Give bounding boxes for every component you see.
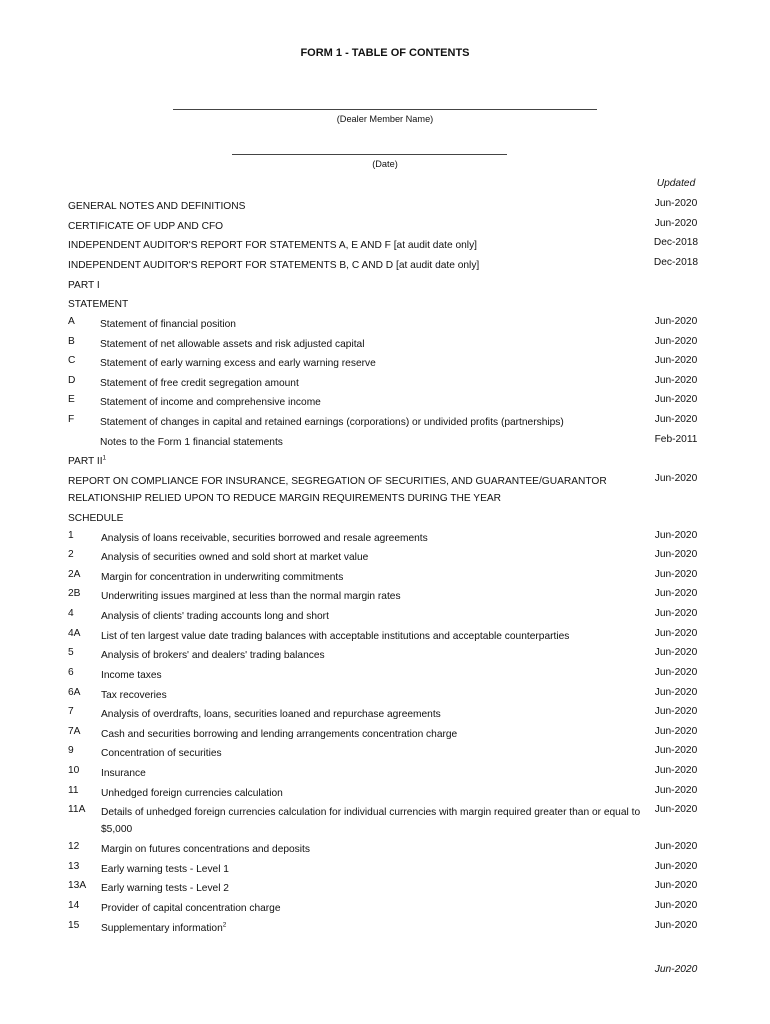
- toc-entry-code: 1: [68, 530, 74, 541]
- toc-row: [0, 316, 770, 334]
- toc-entry-date: Jun-2020: [654, 765, 698, 776]
- toc-entry-text: [101, 785, 641, 802]
- toc-entry-date: Jun-2020: [654, 355, 698, 366]
- toc-entry-text: [101, 608, 641, 625]
- toc-entry-label: Margin for concentration in underwriting commitments: [101, 572, 344, 583]
- toc-entry-text: INDEPENDENT AUDITOR'S REPORT FOR STATEMENTS B, C AND D [at audit date only]: [68, 260, 480, 271]
- toc-entry-text: REPORT ON COMPLIANCE FOR INSURANCE, SEGREGATION OF SECURITIES, AND GUARANTEE/GUARANTOR RELATIONSHIP RELIED UPON TO REDUCE MARGIN REQUIREMENTS DURING THE YEAR: [68, 476, 607, 504]
- toc-entry-text: CERTIFICATE OF UDP AND CFO: [68, 221, 224, 232]
- toc-entry-label: Analysis of overdrafts, loans, securities loaned and repurchase agreements: [101, 709, 441, 720]
- toc-entry-date: Jun-2020: [654, 687, 698, 698]
- toc-entry-code: 6: [68, 667, 74, 678]
- toc-row: [0, 336, 770, 354]
- toc-entry-code: 14: [68, 900, 80, 911]
- toc-entry-label: Analysis of securities owned and sold short at market value: [101, 552, 369, 563]
- toc-entry-text: [101, 726, 641, 743]
- toc-row: [0, 237, 770, 255]
- toc-entry-code: 10: [68, 765, 80, 776]
- toc-entry-label: Tax recoveries: [101, 690, 167, 701]
- toc-entry-date: Jun-2020: [654, 569, 698, 580]
- toc-entry-code: 6A: [68, 687, 81, 698]
- toc-entry-date: Jun-2020: [654, 706, 698, 717]
- toc-row: [0, 549, 770, 567]
- toc-entry-code: 13: [68, 861, 80, 872]
- toc-entry-date: Jun-2020: [654, 394, 698, 405]
- toc-entry-code: D: [68, 375, 76, 386]
- toc-entry-label: Supplementary information: [101, 923, 223, 934]
- toc-entry-text: [101, 569, 641, 586]
- toc-entry-code: F: [68, 414, 75, 425]
- toc-entry-text: [101, 745, 641, 762]
- toc-row: [0, 434, 770, 452]
- schedule-heading: SCHEDULE: [68, 513, 124, 524]
- toc-entry-date: Jun-2020: [654, 316, 698, 327]
- page-title: FORM 1 - TABLE OF CONTENTS: [300, 47, 470, 59]
- toc-entry-code: 5: [68, 647, 74, 658]
- toc-row: [0, 355, 770, 373]
- toc-entry-label: Insurance: [101, 768, 146, 779]
- toc-entry-date: Jun-2020: [654, 900, 698, 911]
- toc-entry-date: Jun-2020: [654, 549, 698, 560]
- toc-row: [0, 745, 770, 763]
- toc-entry-text: [101, 861, 641, 878]
- toc-entry-date: Jun-2020: [654, 880, 698, 891]
- toc-entry-text: [101, 706, 641, 723]
- toc-entry-date: Jun-2020: [654, 530, 698, 541]
- toc-entry-label: Analysis of brokers' and dealers' trading balances: [101, 650, 325, 661]
- toc-entry-date: Jun-2020: [654, 608, 698, 619]
- toc-entry-date: Jun-2020: [654, 473, 698, 484]
- toc-row: [0, 880, 770, 898]
- section-subheading: [0, 510, 770, 528]
- toc-entry-label: Early warning tests - Level 2: [101, 883, 229, 894]
- toc-entry-date: Jun-2020: [654, 628, 698, 639]
- toc-entry-label: Concentration of securities: [101, 748, 222, 759]
- toc-entry-text: [101, 687, 641, 704]
- toc-entry-text: Statement of free credit segregation amount: [100, 378, 299, 389]
- toc-row: [0, 726, 770, 744]
- footnote-marker: 2: [222, 921, 227, 929]
- footnote-marker: 1: [102, 454, 107, 462]
- toc-entry-label: Underwriting issues margined at less than the normal margin rates: [101, 591, 401, 602]
- toc-entry-text: [101, 549, 641, 566]
- toc-entry-date: Jun-2020: [654, 841, 698, 852]
- toc-row: [0, 920, 770, 938]
- updated-column-header: Updated: [656, 178, 696, 189]
- toc-entry-date: Jun-2020: [654, 667, 698, 678]
- toc-entry-code: 9: [68, 745, 74, 756]
- toc-entry-date: Jun-2020: [654, 785, 698, 796]
- toc-entry-date: Feb-2011: [654, 434, 698, 445]
- toc-row: [0, 473, 770, 509]
- toc-row: [0, 785, 770, 803]
- toc-entry-date: Jun-2020: [654, 804, 698, 815]
- toc-row: [0, 218, 770, 236]
- section-heading: [0, 453, 770, 471]
- toc-entry-code: C: [68, 355, 76, 366]
- toc-entry-label: Cash and securities borrowing and lending arrangements concentration charge: [101, 729, 458, 740]
- toc-row: [0, 765, 770, 783]
- toc-entry-text: Statement of net allowable assets and risk adjusted capital: [100, 339, 365, 350]
- toc-entry-code: 2A: [68, 569, 81, 580]
- toc-entry-code: B: [68, 336, 75, 347]
- footer-date: Jun-2020: [654, 964, 698, 975]
- toc-entry-text: Statement of early warning excess and early warning reserve: [100, 358, 376, 369]
- toc-row: [0, 841, 770, 859]
- date-caption: (Date): [372, 159, 398, 169]
- toc-entry-date: Dec-2018: [653, 237, 699, 248]
- toc-row: [0, 687, 770, 705]
- toc-entry-text: [101, 804, 641, 838]
- toc-row: [0, 198, 770, 216]
- toc-row: [0, 375, 770, 393]
- dealer-name-line: [173, 109, 597, 110]
- toc-row: [0, 706, 770, 724]
- toc-entry-label: List of ten largest value date trading balances with acceptable institutions and acceptable counterparties: [101, 631, 570, 642]
- toc-entry-date: Jun-2020: [654, 861, 698, 872]
- part-two-heading: [68, 453, 638, 470]
- toc-entry-code: A: [68, 316, 75, 327]
- toc-entry-code: 11A: [68, 804, 86, 815]
- toc-entry-text: [101, 765, 641, 782]
- toc-entry-label: Early warning tests - Level 1: [101, 864, 229, 875]
- toc-row: [0, 900, 770, 918]
- toc-row: [0, 569, 770, 587]
- section-heading: [0, 277, 770, 295]
- part-two-label: PART II: [68, 456, 103, 467]
- toc-entry-code: 12: [68, 841, 80, 852]
- toc-entry-text: [101, 920, 641, 937]
- toc-entry-code: 7A: [68, 726, 81, 737]
- toc-row: [0, 588, 770, 606]
- statement-heading: STATEMENT: [68, 299, 129, 310]
- toc-entry-text: GENERAL NOTES AND DEFINITIONS: [68, 201, 246, 212]
- toc-row: [0, 394, 770, 412]
- toc-entry-code: 2B: [68, 588, 81, 599]
- toc-entry-date: Jun-2020: [654, 745, 698, 756]
- toc-entry-code: 4: [68, 608, 74, 619]
- toc-entry-date: Jun-2020: [654, 336, 698, 347]
- toc-entry-date: Jun-2020: [654, 198, 698, 209]
- toc-entry-text: [101, 880, 641, 897]
- toc-entry-date: Jun-2020: [654, 647, 698, 658]
- toc-entry-date: Jun-2020: [654, 375, 698, 386]
- toc-entry-text: [101, 900, 641, 917]
- toc-entry-label: Analysis of loans receivable, securities borrowed and resale agreements: [101, 533, 428, 544]
- toc-entry-text: [101, 530, 641, 547]
- toc-entry-text: [101, 667, 641, 684]
- toc-entry-text: [101, 647, 641, 664]
- toc-entry-date: Jun-2020: [654, 920, 698, 931]
- toc-entry-code: 4A: [68, 628, 81, 639]
- toc-entry-date: Dec-2018: [653, 257, 699, 268]
- dealer-name-caption: (Dealer Member Name): [336, 114, 434, 124]
- toc-row: [0, 861, 770, 879]
- toc-entry-text: [101, 841, 641, 858]
- toc-row: [0, 530, 770, 548]
- toc-entry-code: 15: [68, 920, 80, 931]
- toc-row: [0, 414, 770, 432]
- toc-entry-date: Jun-2020: [654, 588, 698, 599]
- toc-entry-label: Income taxes: [101, 670, 162, 681]
- toc-entry-text: Statement of financial position: [100, 319, 236, 330]
- part-one-heading: PART I: [68, 280, 100, 291]
- toc-entry-code: 13A: [68, 880, 87, 891]
- toc-entry-date: Jun-2020: [654, 414, 698, 425]
- toc-entry-text: [101, 588, 641, 605]
- toc-entry-text: [101, 628, 641, 645]
- toc-entry-code: 11: [68, 785, 79, 796]
- toc-entry-label: Details of unhedged foreign currencies calculation for individual currencies with margin required greater than or equal to $5,000: [101, 807, 641, 835]
- toc-entry-label: Analysis of clients' trading accounts long and short: [101, 611, 329, 622]
- toc-entry-text: Statement of changes in capital and retained earnings (corporations) or undivided profits (partnerships): [100, 417, 564, 428]
- toc-row: [0, 628, 770, 646]
- toc-entry-date: Jun-2020: [654, 726, 698, 737]
- toc-row: [0, 647, 770, 665]
- toc-row: [0, 608, 770, 626]
- toc-row: [0, 804, 770, 840]
- toc-entry-date: Jun-2020: [654, 218, 698, 229]
- toc-row: [0, 667, 770, 685]
- toc-entry-label: Unhedged foreign currencies calculation: [101, 788, 283, 799]
- toc-entry-text: Notes to the Form 1 financial statements: [100, 437, 283, 448]
- date-line: [232, 154, 507, 155]
- toc-entry-text: INDEPENDENT AUDITOR'S REPORT FOR STATEMENTS A, E AND F [at audit date only]: [68, 240, 477, 251]
- toc-entry-code: E: [68, 394, 75, 405]
- section-subheading: [0, 296, 770, 314]
- toc-entry-label: Provider of capital concentration charge: [101, 903, 281, 914]
- toc-entry-code: 7: [68, 706, 74, 717]
- toc-entry-label: Margin on futures concentrations and deposits: [101, 844, 310, 855]
- toc-entry-text: Statement of income and comprehensive income: [100, 397, 321, 408]
- toc-row: [0, 257, 770, 275]
- toc-entry-code: 2: [68, 549, 74, 560]
